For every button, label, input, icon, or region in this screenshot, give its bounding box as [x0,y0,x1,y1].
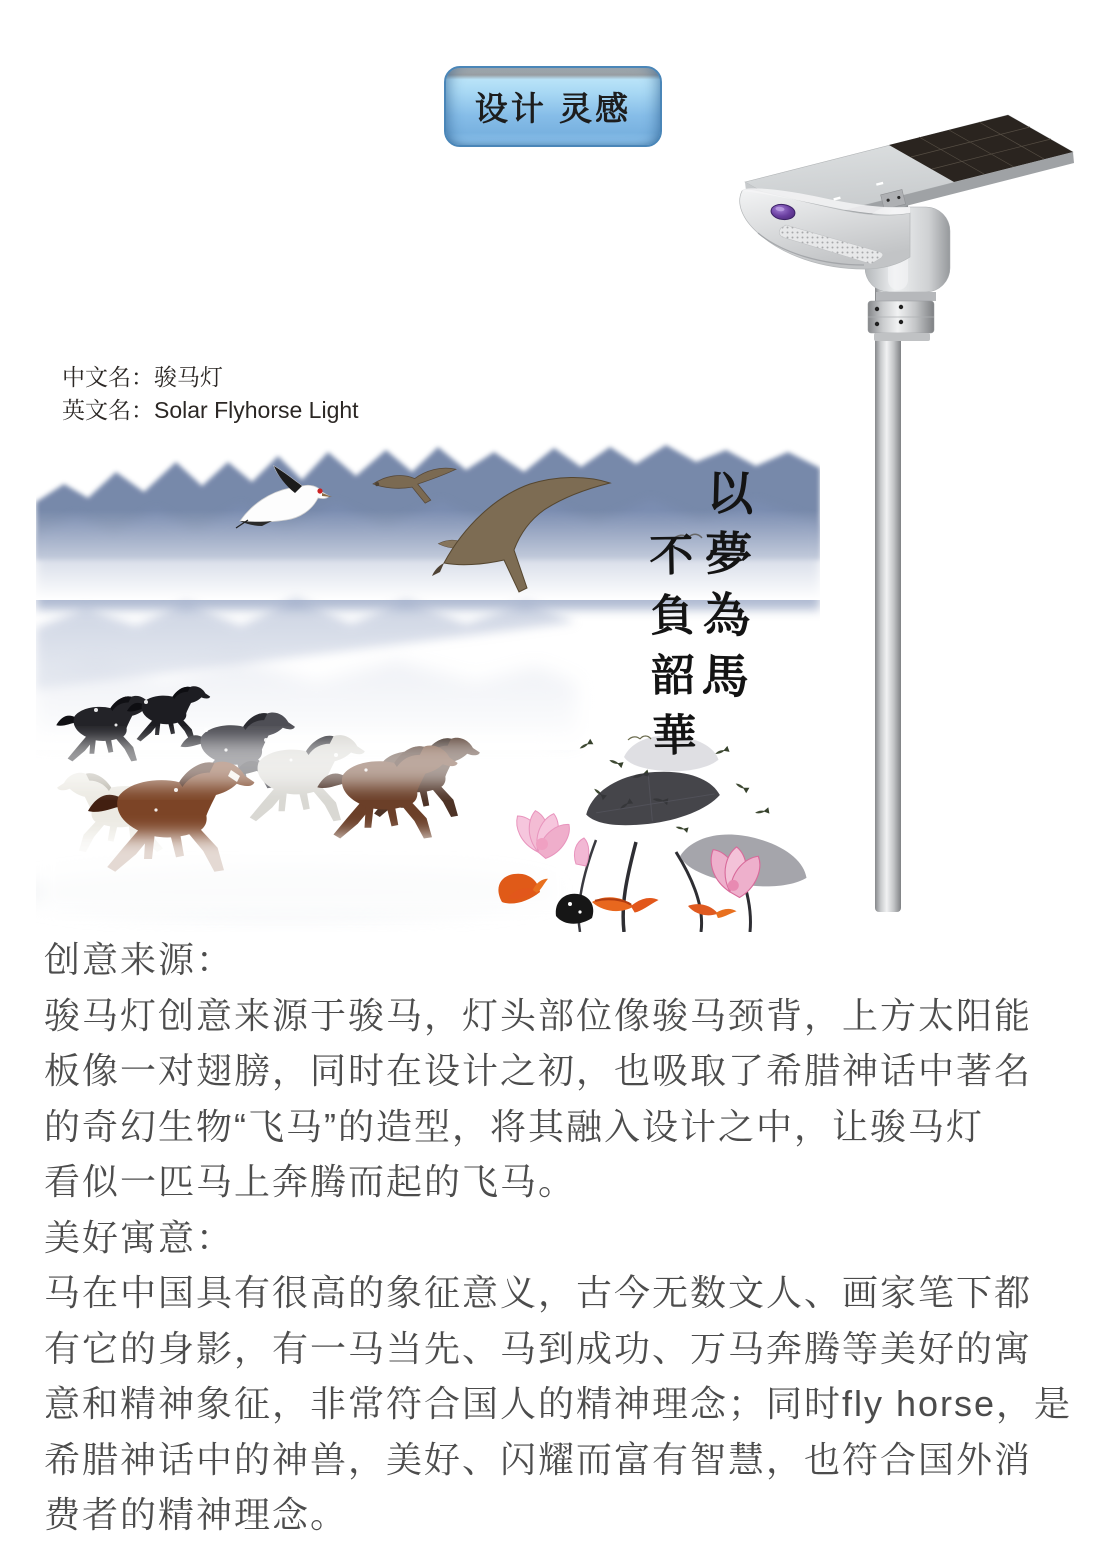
product-names [62,361,359,427]
text-line: 费者的精神理念。 [44,1494,349,1535]
product-photo [730,95,1080,915]
text-line: 有它的身影，有一马当先、马到成功、万马奔腾等美好的寓 [44,1327,1033,1369]
text-line: 意和精神象征，非常符合国人的精神理念；同时fly horse，是 [44,1383,1073,1424]
calligraphy-right: 以夢為馬 [693,467,753,713]
text-line: 板像一对翅膀，同时在设计之初，也吸取了希腊神话中著名 [44,1050,1033,1091]
pole-clamp [868,292,936,341]
text-line: 骏马灯创意来源于骏马，灯头部位像骏马颈背，上方太阳能 [44,994,1033,1036]
text-line: 美好寓意： [44,1216,235,1258]
text-line: 创意来源： [44,939,235,980]
text-line: 的奇幻生物“飞马”的造型，将其融入设计之中，让骏马灯 [44,1105,984,1147]
body-text [44,932,1086,1543]
text-line: 马在中国具有很高的象征意义，古今无数文人、画家笔下都 [44,1272,1033,1313]
product-name-cn: 中文名：骏马灯 [62,364,223,390]
product-name-en: 英文名：Solar Flyhorse Light [62,397,359,423]
text-line: 希腊神话中的神兽，美好、闪耀而富有智慧，也符合国外消 [44,1438,1033,1480]
text-line: 看似一匹马上奔腾而起的飞马。 [44,1161,577,1202]
design-inspiration-banner [444,66,662,147]
calligraphy-left: 不負韶華 [641,531,696,773]
banner-label: 设计 灵感 [474,90,632,127]
